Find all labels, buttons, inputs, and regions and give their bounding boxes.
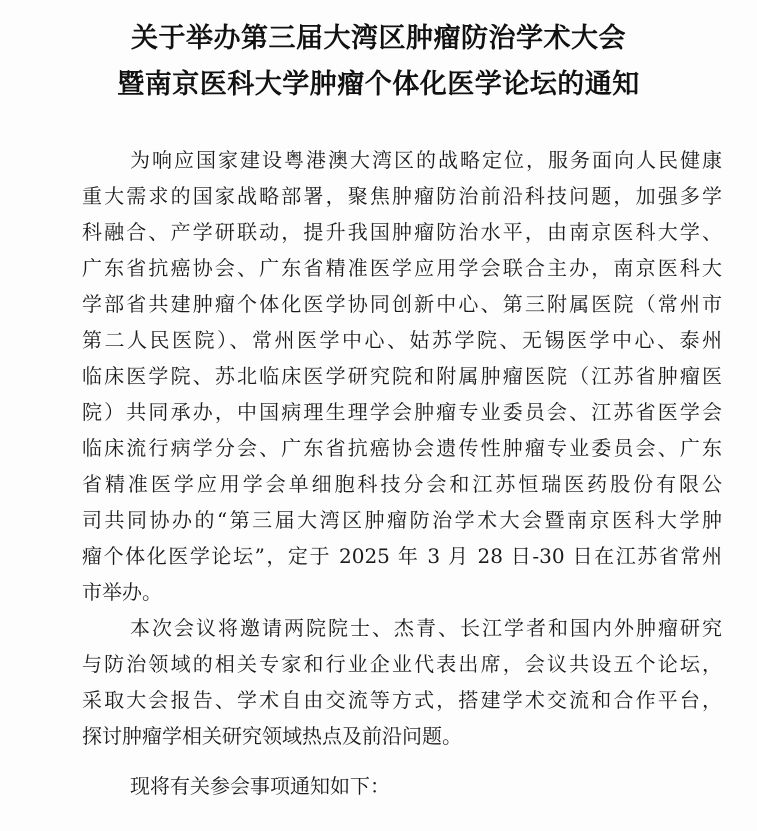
paragraph-1-line: 临床流行病学分会、广东省抗癌协会遗传性肿瘤专业委员会、广东 — [82, 436, 722, 460]
paragraph-1-line: 第二人民医院）、常州医学中心、姑苏学院、无锡医学中心、泰州 — [82, 328, 722, 352]
paragraph-1-line: 瘤个体化医学论坛”，定于 2025 年 3 月 28 日-30 日在江苏省常州 — [82, 544, 722, 568]
paragraph-2-line: 与防治领域的相关专家和行业企业代表出席，会议共设五个论坛， — [82, 652, 722, 676]
paragraph-1-line: 临床医学院、苏北临床医学研究院和附属肿瘤医院（江苏省肿瘤医 — [82, 364, 722, 388]
paragraph-2-line: 本次会议将邀请两院院士、杰青、长江学者和国内外肿瘤研究 — [130, 616, 722, 640]
paragraph-1-line: 院）共同承办，中国病理生理学会肿瘤专业委员会、江苏省医学会 — [82, 400, 722, 424]
paragraph-1-line: 广东省抗癌协会、广东省精准医学应用学会联合主办，南京医科大 — [82, 256, 722, 280]
paragraph-2-line: 探讨肿瘤学相关研究领域热点及前沿问题。 — [82, 724, 462, 748]
paragraph-1-line: 市举办。 — [82, 580, 162, 604]
paragraph-1-line: 省精准医学应用学会单细胞科技分会和江苏恒瑞医药股份有限公 — [82, 472, 722, 496]
paragraph-1-line: 学部省共建肿瘤个体化医学协同创新中心、第三附属医院（常州市 — [82, 292, 722, 316]
document-title-line-2: 暨南京医科大学肿瘤个体化医学论坛的通知 — [117, 69, 640, 100]
paragraph-3-line: 现将有关参会事项通知如下： — [130, 774, 390, 798]
document-title-line-1: 关于举办第三届大湾区肿瘤防治学术大会 — [131, 23, 626, 54]
paragraph-1-line: 司共同协办的“第三届大湾区肿瘤防治学术大会暨南京医科大学肿 — [82, 508, 722, 532]
paragraph-1-line: 重大需求的国家战略部署，聚焦肿瘤防治前沿科技问题，加强多学 — [82, 184, 722, 208]
paragraph-1-line: 为响应国家建设粤港澳大湾区的战略定位，服务面向人民健康 — [130, 148, 722, 172]
paragraph-1-line: 科融合、产学研联动，提升我国肿瘤防治水平，由南京医科大学、 — [82, 220, 722, 244]
paragraph-2-line: 采取大会报告、学术自由交流等方式，搭建学术交流和合作平台， — [82, 688, 722, 712]
